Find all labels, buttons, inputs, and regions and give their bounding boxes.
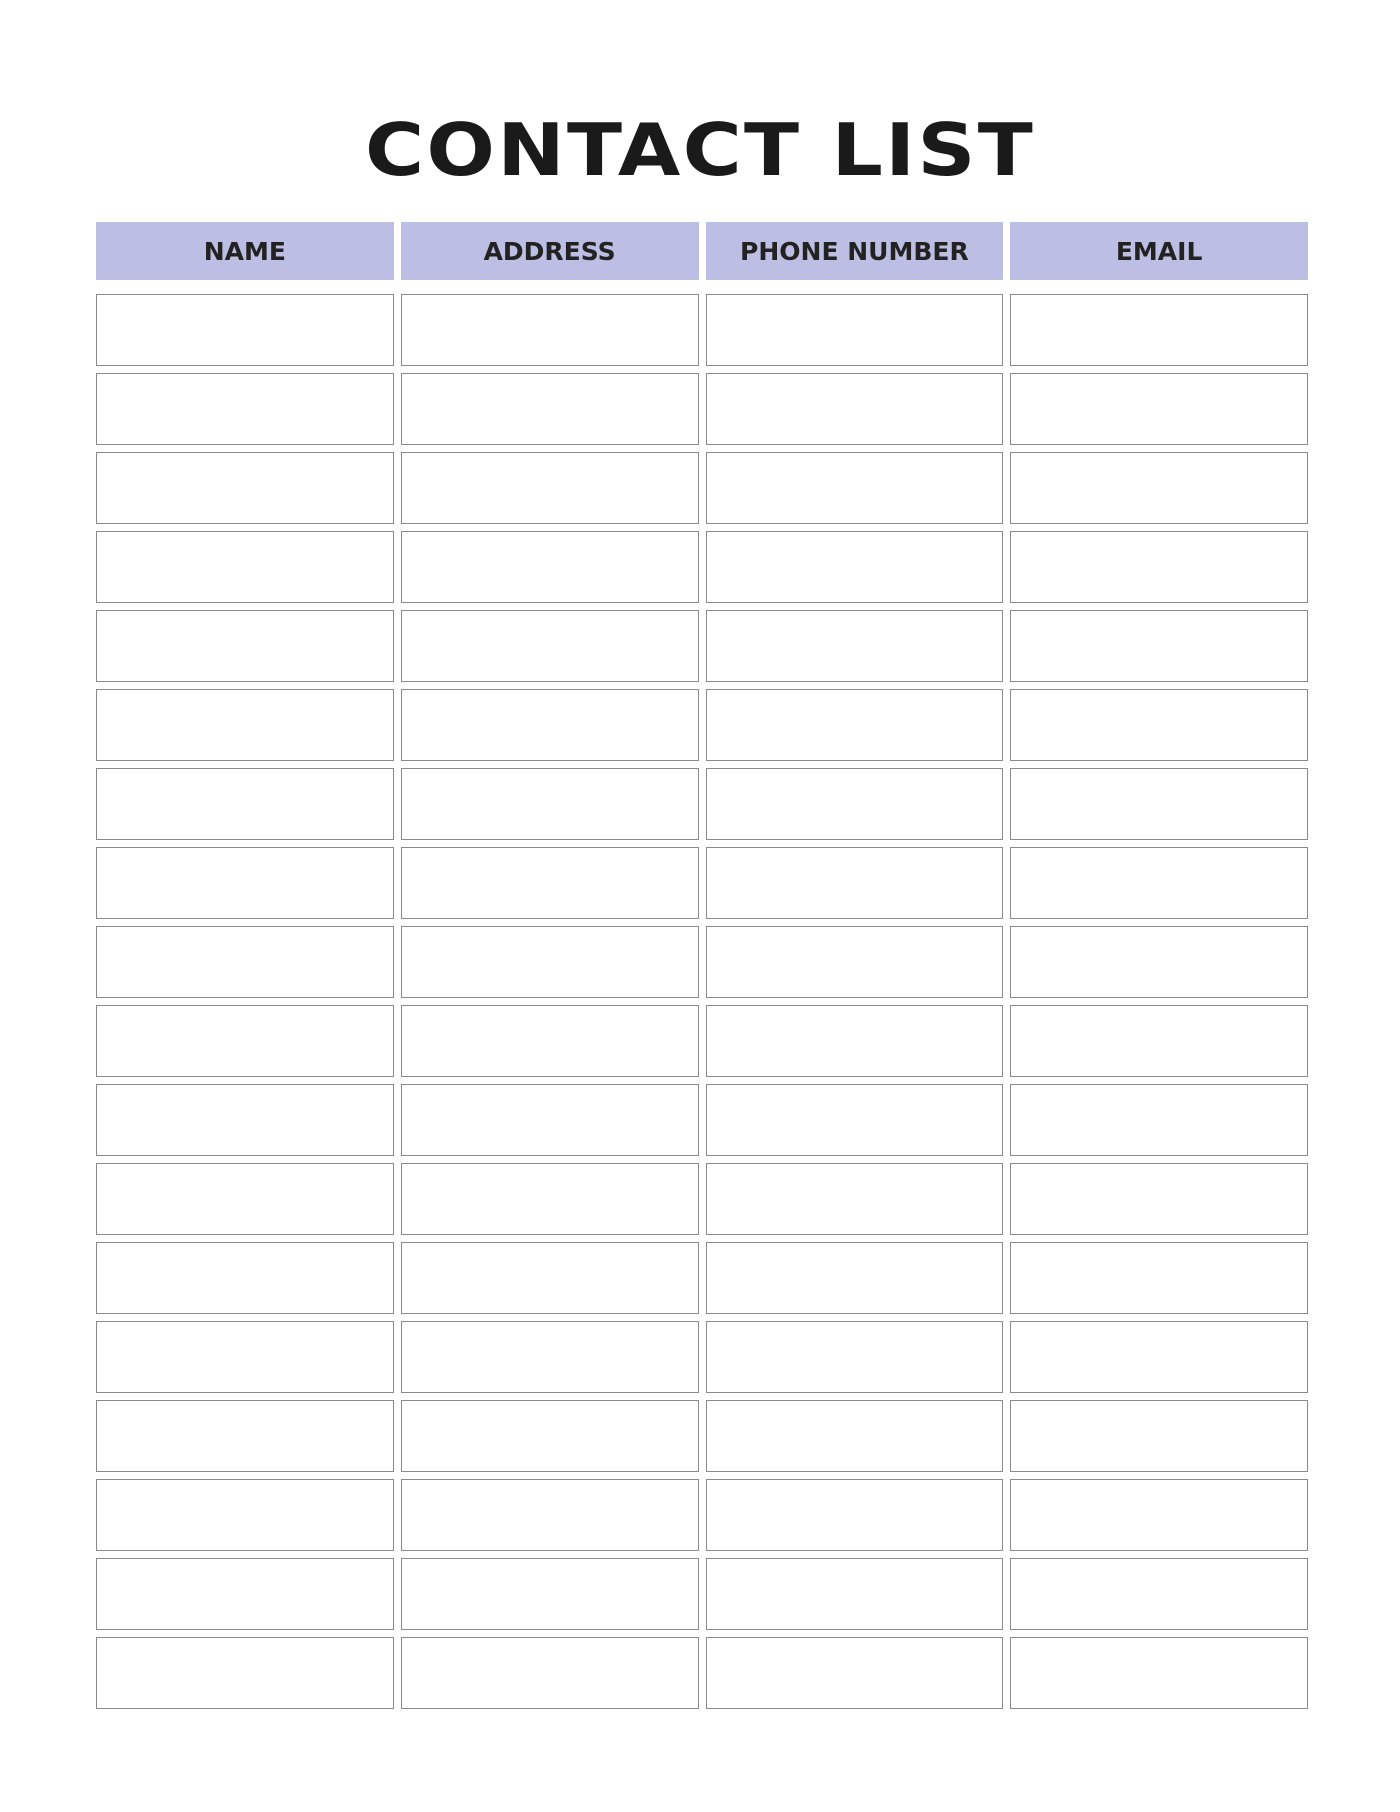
cell-name[interactable] (96, 1558, 394, 1630)
cell-address[interactable] (401, 1242, 699, 1314)
cell-name[interactable] (96, 373, 394, 445)
cell-email[interactable] (1010, 1321, 1308, 1393)
cell-phone-number[interactable] (706, 847, 1004, 919)
table-header (96, 222, 1308, 280)
cell-email[interactable] (1010, 610, 1308, 682)
cell-address[interactable] (401, 1163, 699, 1235)
cell-address[interactable] (401, 610, 699, 682)
cell-name[interactable] (96, 1400, 394, 1472)
cell-name[interactable] (96, 1479, 394, 1551)
table-row (96, 847, 1308, 919)
header-phone-number: PHONE NUMBER (706, 222, 1004, 280)
cell-phone-number[interactable] (706, 1084, 1004, 1156)
table-row (96, 452, 1308, 524)
cell-phone-number[interactable] (706, 1005, 1004, 1077)
cell-phone-number[interactable] (706, 768, 1004, 840)
cell-name[interactable] (96, 1321, 394, 1393)
cell-address[interactable] (401, 294, 699, 366)
cell-email[interactable] (1010, 373, 1308, 445)
cell-email[interactable] (1010, 452, 1308, 524)
cell-email[interactable] (1010, 926, 1308, 998)
cell-phone-number[interactable] (706, 1242, 1004, 1314)
cell-email[interactable] (1010, 847, 1308, 919)
cell-phone-number[interactable] (706, 294, 1004, 366)
cell-phone-number[interactable] (706, 1637, 1004, 1709)
cell-address[interactable] (401, 452, 699, 524)
cell-email[interactable] (1010, 1479, 1308, 1551)
table-row (96, 689, 1308, 761)
cell-address[interactable] (401, 847, 699, 919)
table-row (96, 1084, 1308, 1156)
cell-email[interactable] (1010, 689, 1308, 761)
table-row (96, 1558, 1308, 1630)
cell-email[interactable] (1010, 1400, 1308, 1472)
cell-email[interactable] (1010, 1242, 1308, 1314)
cell-email[interactable] (1010, 1558, 1308, 1630)
cell-phone-number[interactable] (706, 373, 1004, 445)
cell-email[interactable] (1010, 1637, 1308, 1709)
cell-address[interactable] (401, 768, 699, 840)
cell-name[interactable] (96, 294, 394, 366)
cell-phone-number[interactable] (706, 1558, 1004, 1630)
cell-name[interactable] (96, 768, 394, 840)
cell-name[interactable] (96, 610, 394, 682)
cell-email[interactable] (1010, 768, 1308, 840)
table-row (96, 610, 1308, 682)
cell-phone-number[interactable] (706, 689, 1004, 761)
cell-address[interactable] (401, 1637, 699, 1709)
cell-email[interactable] (1010, 531, 1308, 603)
cell-address[interactable] (401, 1400, 699, 1472)
cell-name[interactable] (96, 1637, 394, 1709)
cell-phone-number[interactable] (706, 1400, 1004, 1472)
cell-name[interactable] (96, 531, 394, 603)
cell-address[interactable] (401, 373, 699, 445)
table-row (96, 926, 1308, 998)
cell-address[interactable] (401, 1558, 699, 1630)
table-row (96, 1400, 1308, 1472)
cell-address[interactable] (401, 689, 699, 761)
cell-address[interactable] (401, 1084, 699, 1156)
cell-email[interactable] (1010, 1163, 1308, 1235)
cell-name[interactable] (96, 926, 394, 998)
cell-email[interactable] (1010, 294, 1308, 366)
cell-address[interactable] (401, 531, 699, 603)
cell-address[interactable] (401, 1479, 699, 1551)
table-row (96, 373, 1308, 445)
cell-name[interactable] (96, 452, 394, 524)
table-row (96, 1637, 1308, 1709)
cell-phone-number[interactable] (706, 1479, 1004, 1551)
table-row (96, 1242, 1308, 1314)
cell-name[interactable] (96, 1005, 394, 1077)
header-name: NAME (96, 222, 394, 280)
cell-phone-number[interactable] (706, 452, 1004, 524)
page-title: CONTACT LIST (364, 108, 1036, 192)
cell-address[interactable] (401, 1321, 699, 1393)
table-row (96, 1163, 1308, 1235)
cell-email[interactable] (1010, 1005, 1308, 1077)
cell-phone-number[interactable] (706, 610, 1004, 682)
cell-name[interactable] (96, 689, 394, 761)
cell-address[interactable] (401, 926, 699, 998)
header-email: EMAIL (1010, 222, 1308, 280)
cell-name[interactable] (96, 1242, 394, 1314)
table-row (96, 531, 1308, 603)
cell-phone-number[interactable] (706, 926, 1004, 998)
cell-phone-number[interactable] (706, 1321, 1004, 1393)
cell-email[interactable] (1010, 1084, 1308, 1156)
cell-phone-number[interactable] (706, 1163, 1004, 1235)
table-row (96, 294, 1308, 366)
header-address: ADDRESS (401, 222, 699, 280)
cell-name[interactable] (96, 847, 394, 919)
cell-name[interactable] (96, 1163, 394, 1235)
cell-name[interactable] (96, 1084, 394, 1156)
table-row (96, 768, 1308, 840)
table-row (96, 1479, 1308, 1551)
table-row (96, 1005, 1308, 1077)
contact-table-body (96, 294, 1308, 1709)
cell-address[interactable] (401, 1005, 699, 1077)
cell-phone-number[interactable] (706, 531, 1004, 603)
table-row (96, 1321, 1308, 1393)
